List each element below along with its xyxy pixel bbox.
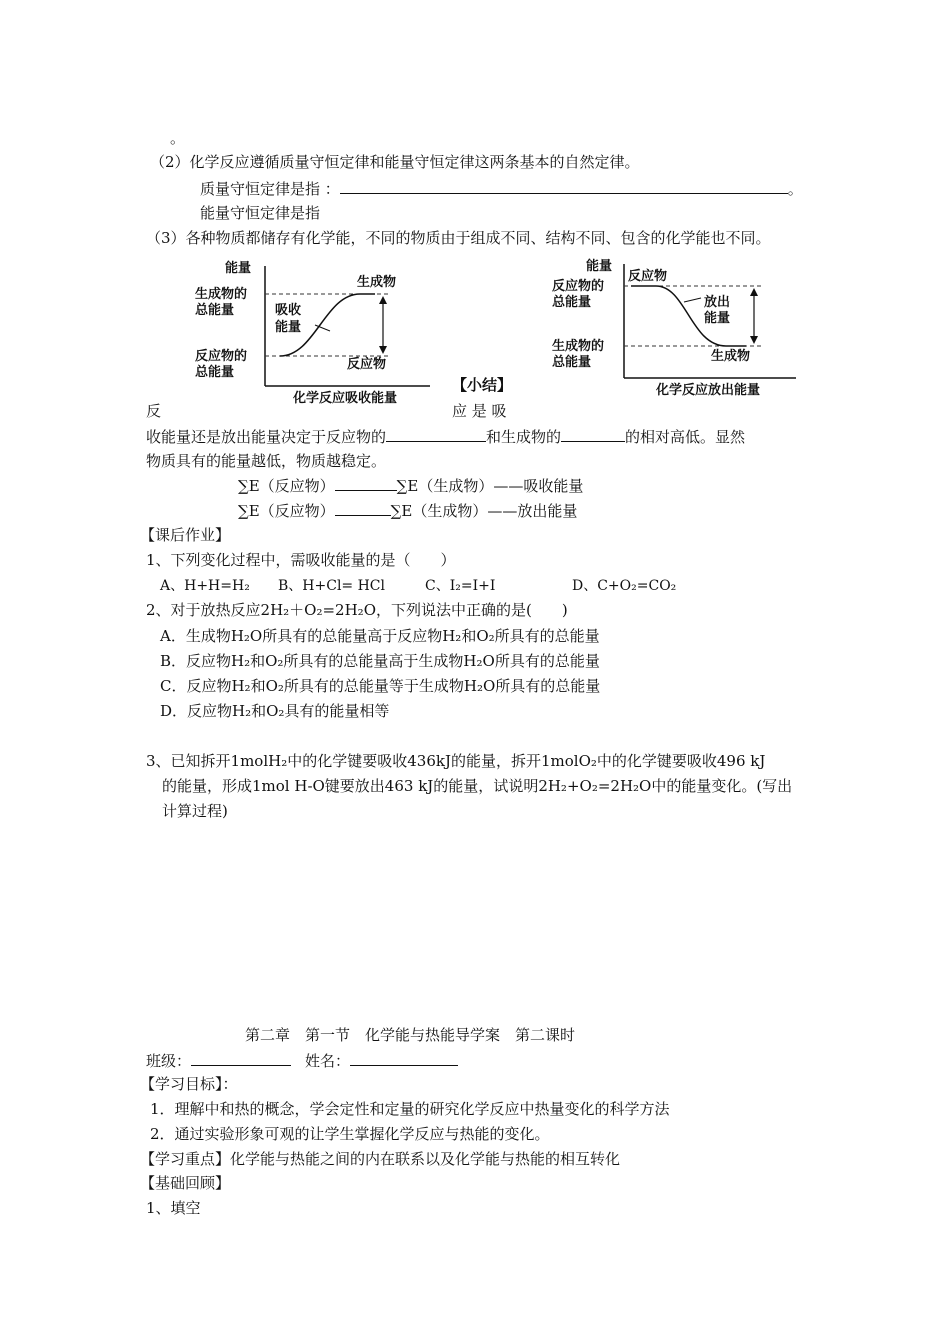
q2-option-b[interactable]: B．反应物H₂和O₂所具有的总能量高于生成物H₂O所具有的总能量 (160, 652, 600, 670)
question-1: 1、下列变化过程中，需吸收能量的是（ ） (146, 551, 456, 569)
question-2: 2、对于放热反应2H₂＋O₂=2H₂O，下列说法中正确的是( ) (146, 601, 568, 619)
goal-2: 2．通过实验形象可观的让学生掌握化学反应与热能的变化。 (150, 1125, 550, 1143)
y-axis-label: 能量 (586, 259, 613, 274)
sum-release-reactant: ∑E（反应物） (238, 502, 335, 520)
q1-option-d[interactable]: D、C+O₂=CO₂ (572, 578, 677, 594)
mass-conservation-end: 。 (787, 180, 803, 198)
arrow-head-up (379, 296, 387, 304)
top-product-label: 生成物 (357, 275, 397, 290)
curve-label-line1: 放出 (704, 295, 731, 310)
review-heading: 【基础回顾】 (140, 1174, 231, 1192)
fill-in-task: 1、填空 (146, 1199, 201, 1217)
question-3-line3: 计算过程) (162, 802, 228, 820)
sum-absorb-blank[interactable] (335, 475, 397, 491)
q2-option-c[interactable]: C．反应物H₂和O₂所具有的总能量等于生成物H₂O所具有的总能量 (160, 677, 601, 695)
top-reactant-label: 反应物 (628, 269, 668, 284)
energy-conservation-label: 能量守恒定律是指 (200, 204, 321, 222)
question-3-line1: 3、已知拆开1molH₂中的化学键要吸收436kJ的能量，拆开1molO₂中的化学键要吸收496 kJ (146, 752, 766, 770)
low-label-line1: 生成物的 (552, 339, 605, 354)
curve-label-line2: 能量 (704, 311, 731, 326)
goals-heading: 【学习目标】： (140, 1075, 238, 1093)
curve-label-pointer (684, 298, 701, 302)
summary-heading: 【小结】 (452, 376, 513, 394)
class-field[interactable] (191, 1050, 291, 1066)
summary-ying-shi-xi: 应 是 吸 (452, 402, 507, 420)
low-label-line2: 总能量 (195, 365, 235, 380)
sum-release-blank[interactable] (335, 500, 391, 516)
sum-release-product: ∑E（生成物）——放出能量 (390, 502, 578, 520)
x-axis-label: 化学反应放出能量 (656, 383, 761, 398)
summary-line-2 (146, 426, 745, 447)
sum-absorb-product: ∑E（生成物）——吸收能量 (396, 477, 584, 495)
summary-line2-part3: 的相对高低。显然 (625, 428, 746, 446)
energy-release-diagram (546, 254, 806, 404)
reactant-energy-blank[interactable] (386, 426, 486, 442)
curve-label-line2: 能量 (275, 320, 302, 335)
q1-option-a[interactable]: A、H+H=H₂ (160, 578, 250, 594)
leading-period: 。 (170, 129, 186, 147)
mass-conservation-line (200, 178, 803, 199)
high-label-line1: 生成物的 (195, 287, 248, 302)
high-label-line2: 总能量 (195, 303, 235, 318)
low-label-line2: 总能量 (552, 355, 592, 370)
bottom-reactant-label: 反应物 (347, 357, 387, 372)
name-field[interactable] (350, 1050, 458, 1066)
goal-1: 1．理解中和热的概念，学会定性和定量的研究化学反应中热量变化的科学方法 (150, 1100, 670, 1118)
high-label-line2: 总能量 (552, 295, 592, 310)
sum-absorb-reactant: ∑E（反应物） (238, 477, 335, 495)
arrow-head-down (750, 336, 758, 344)
arrow-head-up (750, 288, 758, 296)
energy-absorb-diagram (185, 256, 445, 406)
high-label-line1: 反应物的 (552, 279, 605, 294)
lesson-title: 第二章 第一节 化学能与热能导学案 第二课时 (245, 1026, 576, 1044)
summary-line2-part1: 收能量还是放出能量决定于反应物的 (146, 428, 387, 446)
curve-label-line1: 吸收 (275, 303, 302, 318)
sum-absorb-line (238, 475, 583, 496)
y-axis-label: 能量 (225, 261, 252, 276)
x-axis-label: 化学反应吸收能量 (293, 391, 398, 406)
summary-fan: 反 (146, 402, 162, 420)
product-energy-blank[interactable] (561, 426, 625, 442)
question-3-line2: 的能量，形成1mol H-O键要放出463 kJ的能量，试说明2H₂+O₂=2H₂O中的能量变化。(写出 (162, 777, 793, 795)
low-label-line1: 反应物的 (195, 349, 248, 364)
name-label: 姓名： (305, 1052, 351, 1070)
q2-option-a[interactable]: A．生成物H₂O所具有的总能量高于反应物H₂和O₂所具有的总能量 (160, 627, 600, 645)
q1-option-b[interactable]: B、H+Cl= HCl (278, 578, 385, 594)
class-label: 班级： (146, 1052, 192, 1070)
q2-option-d[interactable]: D．反应物H₂和O₂具有的能量相等 (160, 702, 390, 720)
item-3-text: （3）各种物质都储存有化学能，不同的物质由于组成不同、结构不同、包含的化学能也不同。 (146, 229, 771, 247)
summary-line-3: 物质具有的能量越低，物质越稳定。 (146, 452, 387, 470)
mass-conservation-label: 质量守恒定律是指 ： (200, 180, 340, 198)
mass-conservation-blank[interactable] (340, 178, 788, 194)
key-point: 【学习重点】化学能与热能之间的内在联系以及化学能与热能的相互转化 (140, 1150, 621, 1168)
homework-heading: 【课后作业】 (140, 526, 231, 544)
q1-option-c[interactable]: C、I₂=I+I (425, 578, 496, 594)
student-info-line (146, 1050, 458, 1071)
arrow-head-down (379, 346, 387, 354)
item-2-text: （2）化学反应遵循质量守恒定律和能量守恒定律这两条基本的自然定律。 (150, 153, 640, 171)
bottom-product-label: 生成物 (711, 349, 751, 364)
summary-line2-part2: 和生成物的 (486, 428, 562, 446)
sum-release-line (238, 500, 577, 521)
